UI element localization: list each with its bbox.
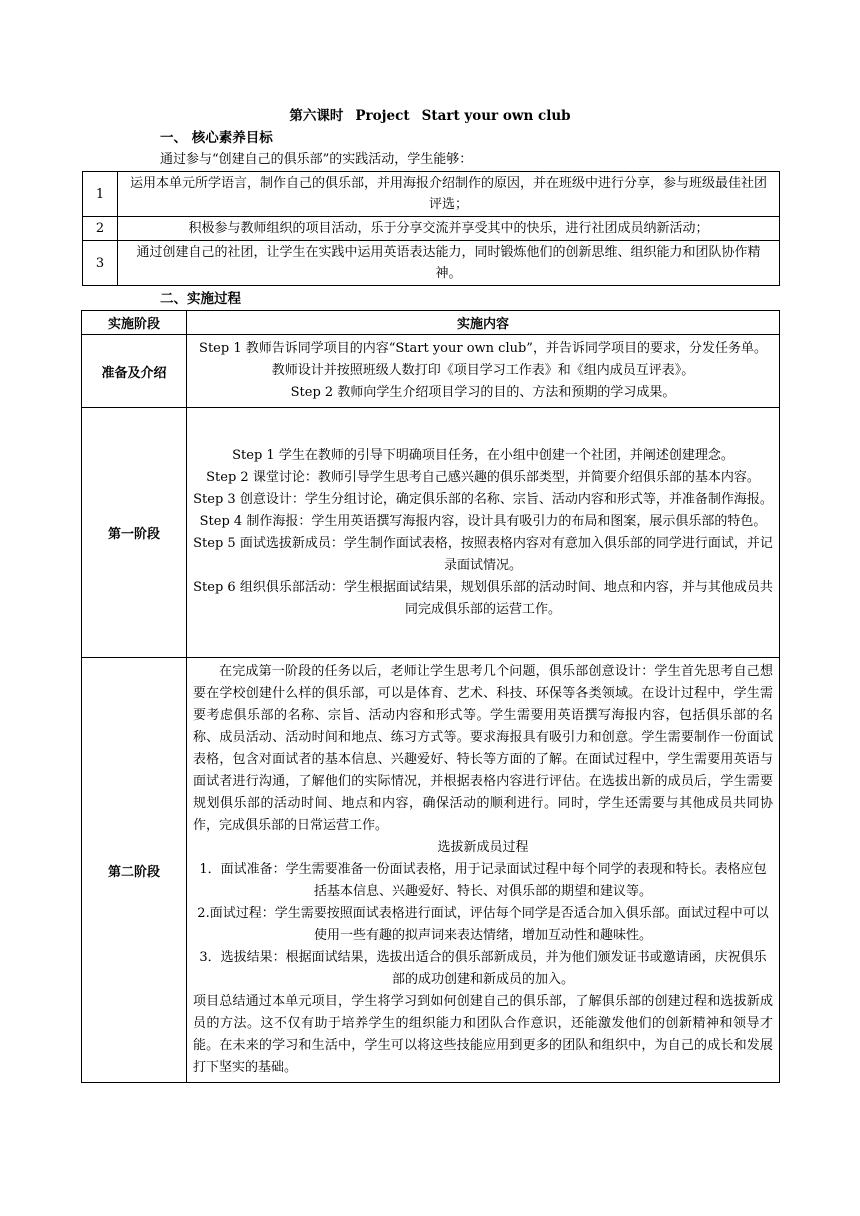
lesson-label: 第六课时 — [289, 108, 344, 124]
goal-number: 3 — [83, 241, 118, 286]
stage-name: 第二阶段 — [82, 658, 187, 1083]
project-label: Project — [355, 108, 410, 124]
table-header-row — [82, 311, 780, 335]
section-heading-goals: 一、 核心素养目标 — [160, 130, 273, 146]
project-summary: 项目总结通过本单元项目，学生将学习到如何创建自己的俱乐部，了解俱乐部的创建过程和选拔新成员的方法。这不仅有助于培养学生的组织能力和团队合作意识，还能激发他们的创新精神和领导才能。在未来的学习和生活中，学生可以将这些技能应用到更多的团队和组织中，为自己的成长和发展打下坚实的基础。 — [193, 994, 773, 1075]
stage-paragraph: 在完成第一阶段的任务以后，老师让学生思考几个问题，俱乐部创意设计：学生首先思考自己想要在学校创建什么样的俱乐部，可以是体育、艺术、科技、环保等各类领域。在设计过程中，学生需要考虑俱乐部的名称、宗旨、活动内容和形式等。学生需要用英语撰写海报内容，包括俱乐部的名称、成员活动、活动时间和地点、练习方式等。要求海报具有吸引力和创意。学生需要制作一份面试表格，包含对面试者的基本信息、兴趣爱好、特长等方面的了解。在面试过程中，学生需要用英语与面试者进行沟通，了解他们的实际情况，并根据表格内容进行评估。在选拔出新的成员后，学生需要规划俱乐部的活动时间、地点和内容，确保活动的顺利进行。同时，学生还需要与其他成员共同协作，完成俱乐部的日常运营工作。 — [193, 664, 773, 833]
process-item: 3．选拔结果：根据面试结果，选拔出适合的俱乐部新成员，并为他们颁发证书或邀请函，庆祝俱乐部的成功创建和新成员的加入。 — [199, 950, 767, 987]
section-heading-process: 二、实施过程 — [160, 291, 241, 307]
process-table — [81, 310, 780, 1083]
intro-text: 通过参与“创建自己的俱乐部”的实践活动，学生能够： — [160, 152, 473, 167]
stage-content — [187, 658, 780, 1083]
step-text: Step 2 课堂讨论：教师引导学生思考自己感兴趣的俱乐部类型，并简要介绍俱乐部的基本内容。 — [206, 469, 760, 485]
step-text: Step 1 教师告诉同学项目的内容“Start your own club”，并告诉同学项目的要求，分发任务单。教师设计并按照班级人数打印《项目学习工作表》和《组内成员互评表》。 — [199, 341, 767, 378]
table-row — [82, 408, 780, 658]
column-header-stage: 实施阶段 — [82, 311, 187, 335]
goal-number: 1 — [83, 172, 118, 217]
table-row — [82, 658, 780, 1083]
process-item: 1．面试准备：学生需要准备一份面试表格，用于记录面试过程中每个同学的表现和特长。表格应包括基本信息、兴趣爱好、特长、对俱乐部的期望和建议等。 — [199, 862, 767, 899]
stage-name: 准备及介绍 — [82, 335, 187, 408]
project-name: Start your own club — [421, 108, 571, 124]
stage-subtitle: 选拔新成员过程 — [437, 840, 529, 855]
goal-text: 积极参与教师组织的项目活动，乐于分享交流并享受其中的快乐，进行社团成员纳新活动； — [118, 217, 780, 241]
goal-number: 2 — [83, 217, 118, 241]
step-text: Step 5 面试选拔新成员：学生制作面试表格，按照表格内容对有意加入俱乐部的同学进行面试，并记录面试情况。 — [193, 535, 773, 573]
stage-content — [187, 335, 780, 408]
table-row — [83, 217, 780, 241]
step-text: Step 1 学生在教师的引导下明确项目任务，在小组中创建一个社团，并阐述创建理念。 — [232, 447, 734, 463]
step-text: Step 4 制作海报：学生用英语撰写海报内容，设计具有吸引力的布局和图案，展示俱乐部的特色。 — [199, 513, 767, 529]
stage-content — [187, 408, 780, 658]
stage-name: 第一阶段 — [82, 408, 187, 658]
table-row — [83, 172, 780, 217]
step-text: Step 2 教师向学生介绍项目学习的目的、方法和预期的学习成果。 — [290, 385, 676, 400]
table-row — [83, 241, 780, 286]
page-title — [0, 106, 860, 126]
table-row — [82, 335, 780, 408]
goal-text: 运用本单元所学语言，制作自己的俱乐部，并用海报介绍制作的原因，并在班级中进行分享，参与班级最佳社团评选； — [118, 172, 780, 217]
goal-text: 通过创建自己的社团，让学生在实践中运用英语表达能力，同时锻炼他们的创新思维、组织能力和团队协作精神。 — [118, 241, 780, 286]
goals-table — [82, 171, 780, 286]
process-item: 2.面试过程：学生需要按照面试表格进行面试，评估每个同学是否适合加入俱乐部。面试过程中可以使用一些有趣的拟声词来表达情绪，增加互动性和趣味性。 — [197, 906, 769, 943]
step-text: Step 3 创意设计：学生分组讨论，确定俱乐部的名称、宗旨、活动内容和形式等，并准备制作海报。 — [193, 491, 773, 507]
column-header-content: 实施内容 — [187, 311, 780, 335]
step-text: Step 6 组织俱乐部活动：学生根据面试结果，规划俱乐部的活动时间、地点和内容，并与其他成员共同完成俱乐部的运营工作。 — [193, 579, 773, 617]
